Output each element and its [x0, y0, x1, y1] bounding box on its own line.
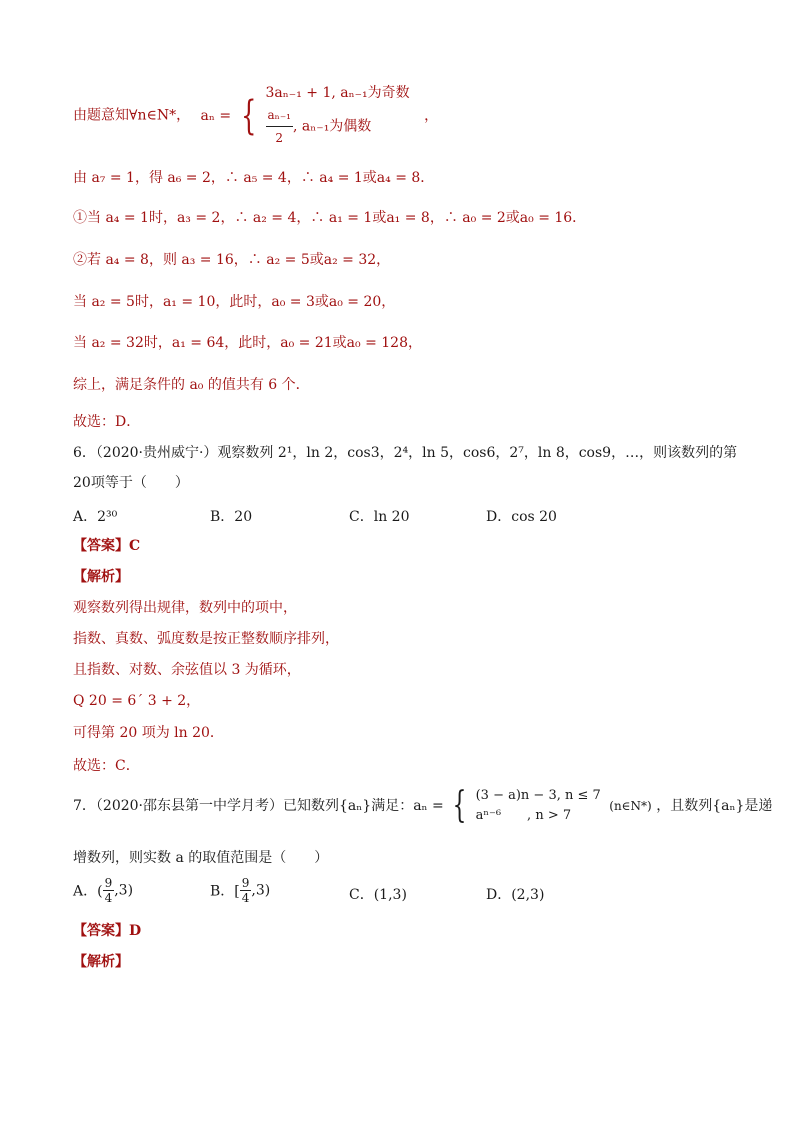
solution-line-5: 当 a₂ = 32时，a₁ = 64，此时，a₀ = 21或a₀ = 128， — [73, 335, 422, 351]
solution-line-1: 由 a₇ = 1，得 a₆ = 2，∴ a₅ = 4，∴ a₄ = 1或a₄ = 8． — [73, 170, 435, 186]
intro-tail: ， — [424, 107, 439, 124]
q6-option-a: A．2³⁰ — [73, 509, 118, 525]
q7-lead: 7．（2020·邵东县第一中学月考）已知数列{aₙ}满足：aₙ = — [73, 798, 444, 814]
q7-case-1: (3 − a)n − 3, n ≤ 7 — [475, 788, 601, 803]
solution-line-2: ①当 a₄ = 1时，a₃ = 2，∴ a₂ = 4，∴ a₁ = 1或a₁ = 8，∴ a₀ = 2或a₀ = 16． — [73, 210, 587, 226]
solution-line-3: ②若 a₄ = 8，则 a₃ = 16，∴ a₂ = 5或a₂ = 32， — [73, 252, 391, 268]
q6-option-c: C．ln 20 — [349, 509, 410, 525]
q7-stem-line-1 — [73, 786, 772, 836]
q7-analysis-heading: 【解析】 — [73, 954, 129, 970]
q6-analysis-6: 故选：C． — [73, 758, 140, 774]
q6-analysis-1: 观察数列得出规律，数列中的项中， — [73, 600, 297, 616]
q7-condition: (n∈N*) — [609, 799, 652, 813]
q6-stem-line-2: 20项等于（ ） — [73, 475, 189, 491]
q6-analysis-2: 指数、真数、弧度数是按正整数顺序排列， — [73, 631, 339, 647]
case-even-rest: , aₙ₋₁为偶数 — [293, 118, 372, 135]
q7-answer: 【答案】D — [73, 923, 142, 939]
piecewise-definition — [73, 82, 438, 152]
intro-lhs: aₙ = — [200, 107, 232, 124]
case-odd: 3aₙ₋₁ + 1, aₙ₋₁为奇数 — [265, 85, 410, 101]
q6-option-d: D．cos 20 — [486, 509, 557, 525]
q6-analysis-4: Q 20 = 6´ 3 + 2， — [73, 693, 201, 709]
case-even — [266, 104, 410, 149]
piecewise-cases — [266, 82, 410, 149]
q7-brace: { — [452, 785, 467, 826]
q7-tail: ，且数列{aₙ}是递 — [656, 798, 773, 814]
q7-option-a-fraction: $\frac{9}{4}$ — [104, 876, 113, 905]
q6-analysis-5: 可得第 20 项为 ln 20． — [73, 725, 224, 741]
q6-analysis-heading: 【解析】 — [73, 569, 129, 585]
brace: { — [240, 92, 256, 139]
q7-case-2: aⁿ⁻⁶ , n > 7 — [475, 808, 572, 823]
q7-cases — [476, 786, 601, 826]
q6-answer: 【答案】C — [73, 538, 141, 554]
q7-option-b-fraction: $\frac{9}{4}$ — [241, 876, 250, 905]
fraction-numerator: aₙ₋₁ — [266, 104, 294, 127]
fraction — [266, 104, 294, 149]
q6-option-b: B．20 — [210, 509, 253, 525]
q6-analysis-3: 且指数、对数、余弦值以 3 为循环， — [73, 662, 301, 678]
solution-line-7: 故选：D． — [73, 414, 141, 430]
solution-line-4: 当 a₂ = 5时，a₁ = 10，此时，a₀ = 3或a₀ = 20， — [73, 294, 396, 310]
intro-lead: 由题意知∀n∈N*， — [73, 107, 191, 124]
q7-option-d: D．(2,3) — [486, 887, 545, 903]
solution-line-6: 综上，满足条件的 a₀ 的值共有 6 个． — [73, 377, 310, 393]
q7-option-c: C．(1,3) — [349, 887, 407, 903]
q6-stem-line-1: 6．（2020·贵州威宁·）观察数列 2¹，ln 2，cos3，2⁴，ln 5，cos6，2⁷，ln 8，cos9，…，则该数列的第 — [73, 445, 738, 461]
fraction-denominator: 2 — [275, 131, 284, 145]
q7-option-b: B．[ $\frac{9}{4}$ ,3) — [210, 876, 271, 905]
q7-option-a: A．( $\frac{9}{4}$ ,3) — [73, 876, 134, 905]
q7-stem-line-2: 增数列，则实数 a 的取值范围是（ ） — [73, 850, 329, 866]
